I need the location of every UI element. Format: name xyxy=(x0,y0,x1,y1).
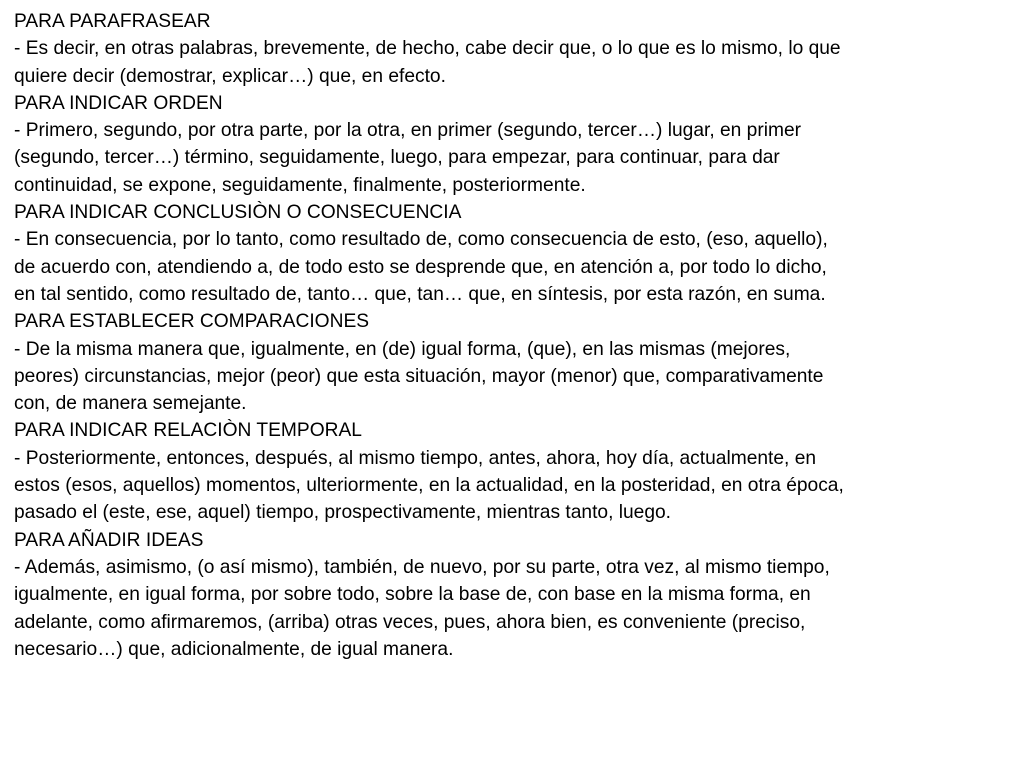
section-heading: PARA ESTABLECER COMPARACIONES xyxy=(14,311,370,333)
section-heading: PARA AÑADIR IDEAS xyxy=(14,529,204,551)
section-paraphrase xyxy=(14,8,844,90)
section-add-ideas xyxy=(14,527,844,663)
section-heading: PARA INDICAR RELACIÒN TEMPORAL xyxy=(14,420,362,442)
section-body: - Es decir, en otras palabras, brevemente, de hecho, cabe decir que, o lo que es lo mismo, lo que quiere decir (demostrar, explicar…) que, en efecto. xyxy=(14,38,841,87)
section-body: - Además, asimismo, (o así mismo), también, de nuevo, por su parte, otra vez, al mismo tiempo, igualmente, en igual forma, por sobre todo, sobre la base de, con base en la misma forma, en adelante, como afirmaremos, (arriba) otras veces, pues, ahora bien, es conveniente (preciso, necesario…) que, adicionalmente, de igual manera. xyxy=(14,556,830,660)
section-body: - Primero, segundo, por otra parte, por la otra, en primer (segundo, tercer…) lugar, en primer (segundo, tercer…) término, seguidamente, luego, para empezar, para continuar, para dar continuidad, se expone, seguidamente, finalmente, posteriormente. xyxy=(14,120,802,196)
section-order xyxy=(14,90,844,199)
document-page xyxy=(14,8,844,663)
section-body: - En consecuencia, por lo tanto, como resultado de, como consecuencia de esto, (eso, aquello), de acuerdo con, atendiendo a, de todo esto se desprende que, en atención a, por todo lo dicho, en tal sentido, como resultado de, tanto… que, tan… que, en síntesis, por esta razón, en suma. xyxy=(14,229,828,305)
section-heading: PARA INDICAR ORDEN xyxy=(14,92,223,114)
section-heading: PARA INDICAR CONCLUSIÒN O CONSECUENCIA xyxy=(14,202,462,224)
section-temporal xyxy=(14,417,844,526)
section-body: - De la misma manera que, igualmente, en (de) igual forma, (que), en las mismas (mejores, peores) circunstancias, mejor (peor) que esta situación, mayor (menor) que, comparativamente con, de manera semejante. xyxy=(14,338,824,415)
section-body: - Posteriormente, entonces, después, al mismo tiempo, antes, ahora, hoy día, actualmente, en estos (esos, aquellos) momentos, ulteriormente, en la actualidad, en la posteridad, en otra época, pasado el (este, ese, aquel) tiempo, prospectivamente, mientras tanto, luego. xyxy=(14,447,844,524)
section-conclusion xyxy=(14,199,844,308)
section-heading: PARA PARAFRASEAR xyxy=(14,11,211,32)
section-comparisons xyxy=(14,308,844,417)
